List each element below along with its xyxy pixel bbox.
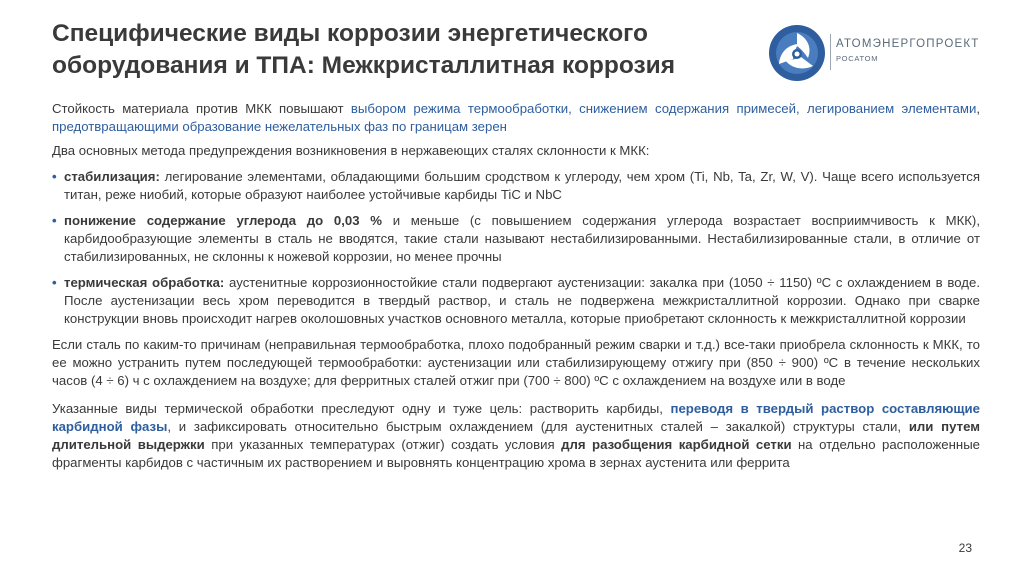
logo-subname: РОСАТОМ [836,54,879,63]
p4-text-g: на отдельно расположенные фрагменты карбидов с частичным их растворением и выровнять концентрацию хрома в зернах аустенита или феррита [52,437,981,470]
title-line-2: оборудования и ТПА: Межкристаллитная коррозия [52,52,676,79]
paragraph-heat-treatment [52,400,980,472]
logo-name: АТОМЭНЕРГОПРОЕКТ [836,38,980,50]
p4-highlight-b: переводя в твердый раствор составляющие карбидной фазы [52,401,980,434]
p4-bold-f: для разобщения карбидной сетки [561,437,792,452]
logo [768,18,998,88]
bullet-icon: • [52,169,57,184]
paragraph-remedy: Если сталь по каким-то причинам (неправильная термообработка, плохо подобранный режим сварки и т.д.) все-таки приобрела склонность к МКК, то ее можно устранить путем последующей термообработки: аустенизации или стабилизирующему отжигу при (850 ÷ 900) ºC в течение нескольких часов (4 ÷ 6) ч с охлаждением на воздухе; для ферритных сталей отжиг при (700 ÷ 800) ºC с охлаждением на воздухе или в воде [52,337,980,388]
logo-separator [830,34,831,70]
page-number: 23 [958,541,972,555]
p1-text-a: Стойкость материала против МКК повышают [52,101,351,116]
paragraph-methods: Два основных метода предупреждения возникновения в нержавеющих сталях склонности к МКК: [52,143,650,158]
rosatom-logo-icon [768,24,826,82]
list-item [52,168,980,204]
bullet-text: легирование элементами, обладающими большим сродством к углероду, чем хром (Ti, Nb, Ta, Zr, W, V). Чаще всего используется титан, реже ниобий, которые образуют наиболее устойчивые карбиды TiC и NbC [64,169,980,202]
title-line-1: Специфические виды коррозии энергетического [52,20,649,47]
bullet-icon: • [52,275,57,290]
p1-highlight-d: предотвращающими образование нежелательных фаз по границам зерен [52,119,507,134]
paragraph-resistance [52,100,980,136]
page-title [52,18,752,82]
p1-text-c: , [976,101,980,116]
p4-text-c: , и зафиксировать относительно быстрым охлаждением (для аустенитных сталей – закалкой) структуры стали, [167,419,909,434]
bullet-text: и меньше (с повышением содержания углерода возрастает восприимчивость к МКК), карбидообразующие элементы в сталь не вводятся, такие стали называют нестабилизированными. Нестабилизированные стали, в отличие от стабилизированных, не склонны к ножевой коррозии, но менее прочны [64,213,980,264]
slide-content [52,100,980,472]
bullet-head: понижение содержание углерода до 0,03 % [64,213,383,228]
p4-text-e: при указанных температурах (отжиг) создать условия [204,437,562,452]
list-item [52,274,980,328]
list-item [52,212,980,266]
bullet-icon: • [52,213,57,228]
p1-highlight-b: выбором режима термообработки, снижением содержания примесей, легированием элементами [350,101,977,116]
bullet-head: стабилизация: [64,169,160,184]
p4-text-a: Указанные виды термической обработки преследуют одну и туже цель: растворить карбиды, [52,401,671,416]
bullet-head: термическая обработка: [64,275,225,290]
bullet-text: аустенитные коррозионностойкие стали подвергают аустенизации: закалка при (1050 ÷ 1150) ºC с охлаждением в воде. После аустенизации весь хром переводится в твердый раствор, и сталь не подвержена межкристаллитной коррозии. Однако при сварке конструкции вновь происходит нагрев околошовных участков основного металла, которые приобретают склонность к межкристаллитной коррозии [64,275,980,326]
methods-list [52,168,980,328]
p4-bold-d: или путем длительной выдержки [52,419,980,452]
